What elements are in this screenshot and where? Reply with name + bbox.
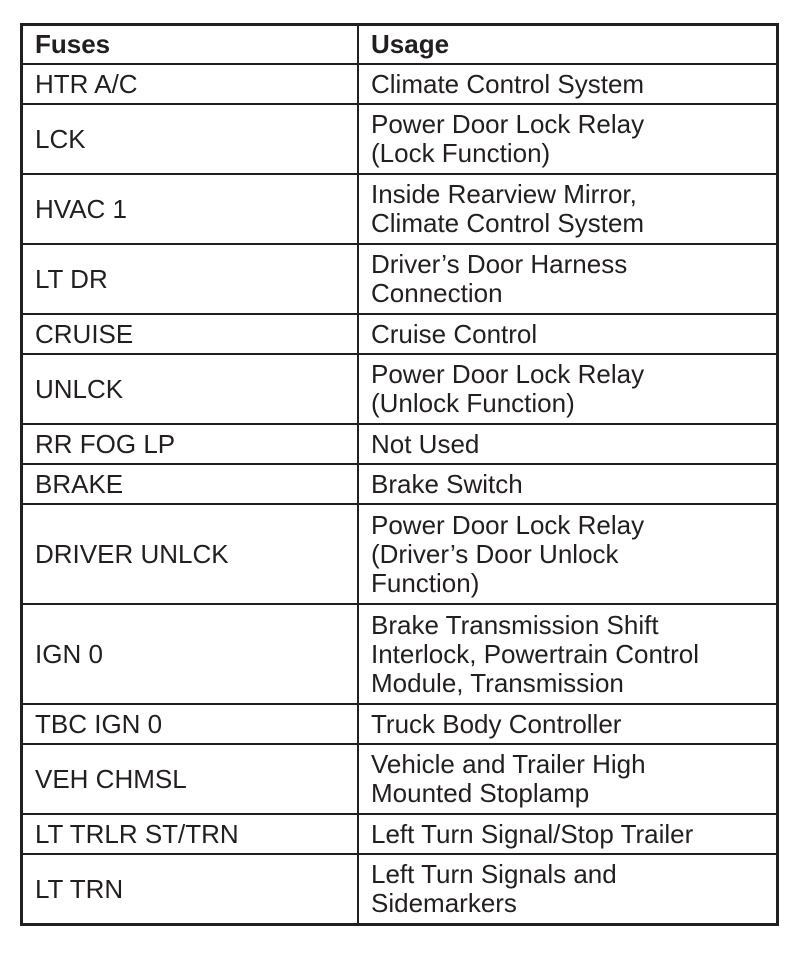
usage-cell: Vehicle and Trailer High Mounted Stoplamp <box>358 744 778 814</box>
fuse-cell: IGN 0 <box>22 604 359 704</box>
fuse-cell: CRUISE <box>22 314 359 354</box>
table-row <box>22 64 778 104</box>
usage-cell: Power Door Lock Relay (Driver’s Door Unlock Function) <box>358 504 778 604</box>
usage-cell: Driver’s Door Harness Connection <box>358 244 778 314</box>
usage-cell: Brake Switch <box>358 464 778 504</box>
fuse-cell: UNLCK <box>22 354 359 424</box>
fuse-cell: LT DR <box>22 244 359 314</box>
header-row <box>22 25 778 65</box>
usage-cell: Cruise Control <box>358 314 778 354</box>
fuse-cell: DRIVER UNLCK <box>22 504 359 604</box>
table-row <box>22 174 778 244</box>
fuse-cell: LT TRN <box>22 854 359 925</box>
header-usage: Usage <box>358 25 778 65</box>
header-fuses: Fuses <box>22 25 359 65</box>
usage-cell: Power Door Lock Relay (Lock Function) <box>358 104 778 174</box>
usage-cell: Power Door Lock Relay (Unlock Function) <box>358 354 778 424</box>
table-row <box>22 464 778 504</box>
table-row <box>22 104 778 174</box>
fuse-cell: RR FOG LP <box>22 424 359 464</box>
table-row <box>22 354 778 424</box>
usage-cell: Not Used <box>358 424 778 464</box>
table-row <box>22 744 778 814</box>
table-row <box>22 704 778 744</box>
table-row <box>22 604 778 704</box>
usage-cell: Inside Rearview Mirror, Climate Control System <box>358 174 778 244</box>
table-row <box>22 424 778 464</box>
table-row <box>22 314 778 354</box>
fuse-cell: LCK <box>22 104 359 174</box>
usage-cell: Left Turn Signal/Stop Trailer <box>358 814 778 854</box>
table-row <box>22 504 778 604</box>
table-row <box>22 854 778 925</box>
fuse-cell: BRAKE <box>22 464 359 504</box>
fuse-cell: VEH CHMSL <box>22 744 359 814</box>
table-row <box>22 244 778 314</box>
usage-cell: Climate Control System <box>358 64 778 104</box>
usage-cell: Left Turn Signals and Sidemarkers <box>358 854 778 925</box>
fuse-cell: HVAC 1 <box>22 174 359 244</box>
fuse-cell: LT TRLR ST/TRN <box>22 814 359 854</box>
usage-cell: Brake Transmission Shift Interlock, Powertrain Control Module, Transmission <box>358 604 778 704</box>
fuse-usage-table <box>20 23 779 926</box>
table-row <box>22 814 778 854</box>
usage-cell: Truck Body Controller <box>358 704 778 744</box>
fuse-cell: TBC IGN 0 <box>22 704 359 744</box>
fuse-cell: HTR A/C <box>22 64 359 104</box>
